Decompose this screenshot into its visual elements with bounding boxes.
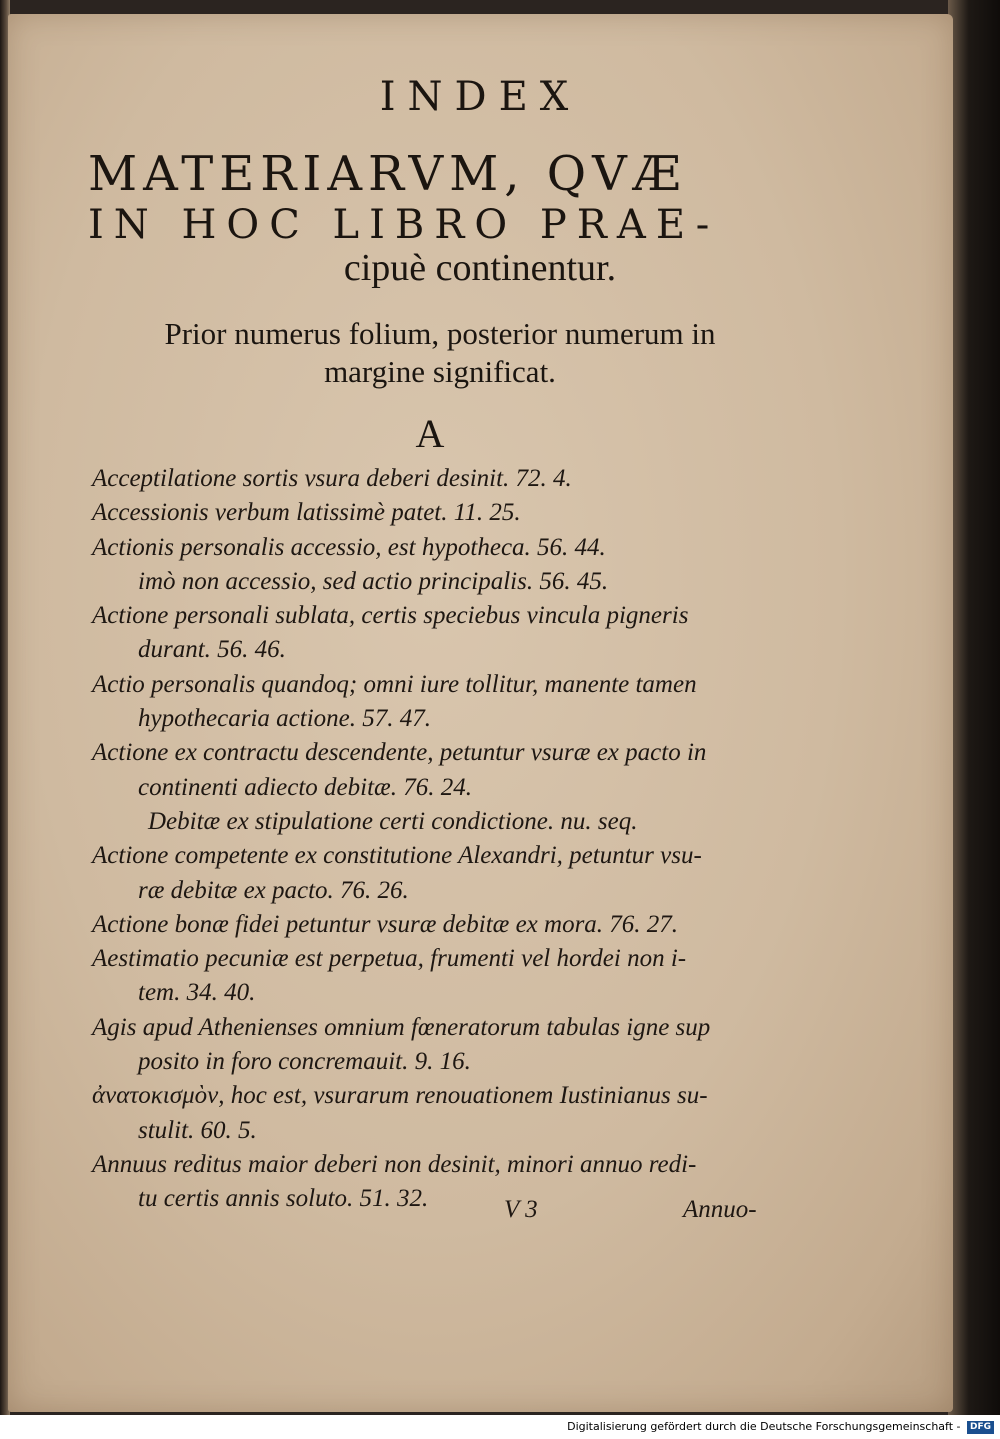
dfg-logo: DFG	[967, 1421, 994, 1434]
section-letter: A	[415, 411, 445, 456]
book-edge-right	[948, 0, 1000, 1415]
index-entry-line: imò non accessio, sed actio principalis. 56. 45.	[138, 567, 609, 595]
index-entry-line: Actione personali sublata, certis speciebus vincula pigneris	[92, 602, 689, 630]
index-entries	[92, 462, 792, 1217]
index-entry-line: tem. 34. 40.	[138, 979, 256, 1007]
digitization-credit	[0, 1420, 994, 1434]
title-line-2: IN HOC LIBRO PRAE-	[88, 202, 720, 248]
title-line-3: cipuè continentur.	[343, 247, 617, 289]
title-line-1: MATERIARVM, QVÆ	[88, 146, 687, 202]
index-entry-line: hypothecaria actione. 57. 47.	[138, 705, 431, 733]
index-entry-line: Actionis personalis accessio, est hypotheca. 56. 44.	[92, 533, 606, 561]
index-entry-line: Annuus reditus maior deberi non desinit, minori annuo redi-	[92, 1150, 697, 1178]
index-entry-line: durant. 56. 46.	[138, 636, 286, 664]
index-entry-line: continenti adiecto debitæ. 76. 24.	[138, 773, 472, 801]
index-entry-line: stulit. 60. 5.	[138, 1116, 257, 1144]
subtitle-line-1: Prior numerus folium, posterior numerum in	[164, 316, 716, 351]
catchword: Annuo-	[683, 1196, 757, 1223]
subtitle-line-2: margine significat.	[324, 354, 556, 389]
credit-text: Digitalisierung gefördert durch die Deutsche Forschungsgemeinschaft -	[567, 1420, 961, 1433]
page-title-index: INDEX	[379, 74, 581, 120]
index-entry-line: Actio personalis quandoq; omni iure tollitur, manente tamen	[92, 670, 697, 698]
index-entry-line: posito in foro concremauit. 9. 16.	[138, 1048, 471, 1076]
signature-mark: V 3	[504, 1196, 538, 1223]
index-entry-line: Agis apud Athenienses omnium fœneratorum tabulas igne sup	[92, 1013, 711, 1041]
index-entry-line: Actione ex contractu descendente, petuntur vsuræ ex pacto in	[92, 739, 707, 767]
index-entry-line: ἀνατοκισμὸν, hoc est, vsurarum renouationem Iustinianus su-	[92, 1082, 708, 1110]
index-entry-line: Debitæ ex stipulatione certi condictione. nu. seq.	[148, 807, 638, 835]
index-entry-line: ræ debitæ ex pacto. 76. 26.	[138, 876, 409, 904]
index-entry-line: tu certis annis soluto. 51. 32.	[138, 1185, 429, 1213]
index-entry-line: Aestimatio pecuniæ est perpetua, frumenti vel hordei non i-	[92, 945, 687, 973]
index-entry-line: Actione competente ex constitutione Alexandri, petuntur vsu-	[92, 842, 702, 870]
index-entry-line: Actione bonæ fidei petuntur vsuræ debitæ ex mora. 76. 27.	[92, 910, 679, 938]
index-entry-line: Accessionis verbum latissimè patet. 11. 25.	[92, 499, 521, 527]
index-entry-line: Acceptilatione sortis vsura deberi desinit. 72. 4.	[92, 465, 572, 492]
